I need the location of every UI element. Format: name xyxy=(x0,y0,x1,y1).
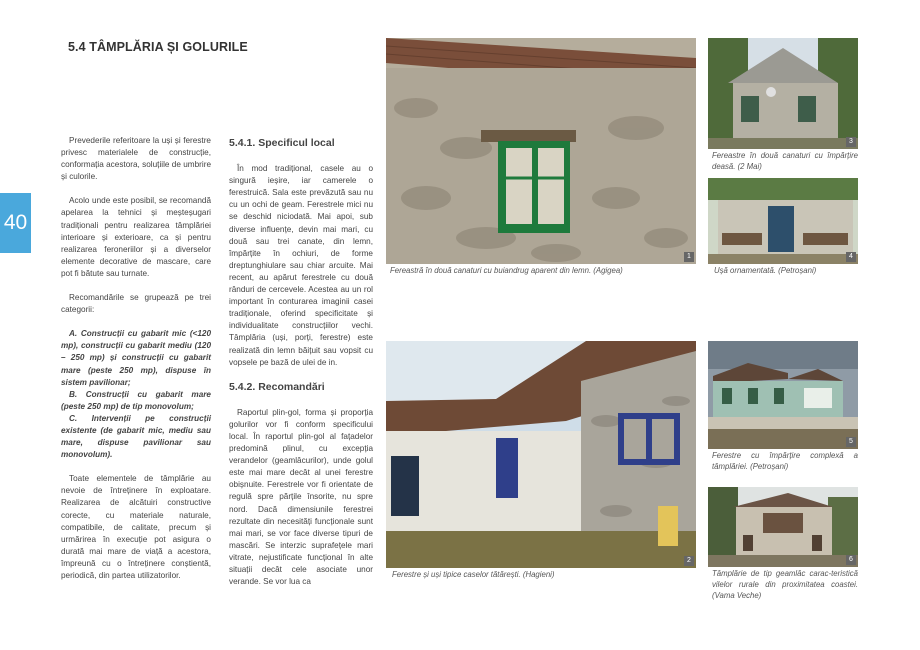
photo-ornamented-door xyxy=(708,178,858,264)
text-column-2 xyxy=(229,137,373,600)
photo-house-two-windows xyxy=(708,38,858,149)
category-b: B. Construcții cu gabarit mare (peste 250 mp) de tip monovolum; xyxy=(61,389,211,411)
photo-caption-5: Ferestre cu împărțire complexă a tâmplăriei. (Petroșani) xyxy=(712,451,858,471)
page-number-tab: 40 xyxy=(0,193,31,253)
category-c: C. Intervenții pe construcții existente (de gabarit mic, mediu sau mare, dispuse pavilionar sau monovolum). xyxy=(61,413,211,460)
category-a: A. Construcții cu gabarit mic (<120 mp), construcții cu gabarit mediu (120 – 250 mp) și construcții cu gabarit mare (peste 250 mp), dispuse în sistem pavilionar; xyxy=(61,329,211,387)
photo-stone-wall-green-window xyxy=(386,38,696,264)
photo-complex-windows-house xyxy=(708,341,858,449)
photo-caption-4: Ușă ornamentată. (Petroșani) xyxy=(714,266,817,275)
photo-caption-1: Fereastră în două canaturi cu buiandrug aparent din lemn. (Agigea) xyxy=(390,266,623,275)
categories-intro: Recomandările se grupează pe trei categorii: xyxy=(61,293,211,315)
photo-number-4: 4 xyxy=(846,252,856,262)
section-title: 5.4 TÂMPLĂRIA ȘI GOLURILE xyxy=(68,40,248,54)
photo-caption-6: Tâmplărie de tip geamlâc carac-teristică vilelor rurale din proximitatea coastei. (Vama Veche) xyxy=(712,569,858,600)
photo-number-3: 3 xyxy=(846,137,856,147)
photo-geamlac-villa xyxy=(708,487,858,567)
local-specific-paragraph: În mod tradițional, casele au o singură ieșire, iar camerele o ferestruică. Sala este prevăzută sau nu cu un ochi de geam. Ferestrele mici nu se deschid niciodată. Mai apoi, sub diverse influențe, devin mai mari, cu două sau trei canate, din lemn, împărțite în ochiuri, de forme dreptunghiulare sau chiar arcuite. Mai recent, au apărut ferestrele cu două rânduri de cercevele. Acestea au un rol important în conturarea imaginii casei tradiționale, oferind specificitate și individualitate construcțiilor vechi. Tâmplăria (uși, porți, ferestre) este realizată din lemn băițuit sau vopsit cu vopsele pe bază de ulei de in. xyxy=(229,164,373,367)
photo-number-2: 2 xyxy=(684,556,694,566)
photo-caption-3: Fereastre în două canaturi cu împărțire deasă. (2 Mai) xyxy=(712,151,858,171)
recommendations-paragraph: Raportul plin-gol, forma și proporția golurilor vor fi conform specificului local. În raportul plin-gol al fațadelor predomină plinul, cu excepția verandelor (geamlâcurilor), unde golul este mai mare decât al unei ferestre obișnuite. Ferestrele vor fi orientate de regulă spre părțile însorite, nu spre nord. Dacă dimensiunile ferestrei rezultate din necesități funcționale sunt mai mari, se vor face diverse tipuri de mascări. Se interzic suprafețele mari vitrate, nejustificate funcțional în alte situații decât cele asociate unor verande. Se vor lua ca xyxy=(229,407,373,587)
photo-caption-2: Ferestre și uși tipice caselor tătărești. (Hagieni) xyxy=(392,570,555,579)
subsection-heading-recommendations: 5.4.2. Recomandări xyxy=(229,380,325,393)
photo-number-1: 1 xyxy=(684,252,694,262)
maintenance-paragraph: Toate elementele de tâmplărie au nevoie de întreținere în exploatare. Realizarea de alcătuiri constructive corecte, cu materiale naturale, compatibile, de calitate, precum și urmărirea în execuție pot asigura o durată mai mare de viață a acestora, împreună cu o întreținere conștientă, periodică, din partea utilizatorilor. xyxy=(61,474,211,580)
text-column-1 xyxy=(61,135,211,594)
photo-number-6: 6 xyxy=(846,555,856,565)
photo-number-5: 5 xyxy=(846,437,856,447)
techniques-paragraph: Acolo unde este posibil, se recomandă apelarea la tehnici și meșteșugari tradiționali pentru realizarea tâmplăriei interioare și exterioare, ca și pentru realizarea feroneriilor și a diverselor elemente decorative de mascare, care pot fi bătute sau turnate. xyxy=(61,196,211,278)
photo-white-house-blue-windows xyxy=(386,341,696,568)
intro-paragraph: Prevederile referitoare la uși și ferestre privesc materialele de construcție, conformația acestora, soluțiile de umbrire și culorile. xyxy=(61,136,211,182)
subsection-heading-local: 5.4.1. Specificul local xyxy=(229,137,335,149)
